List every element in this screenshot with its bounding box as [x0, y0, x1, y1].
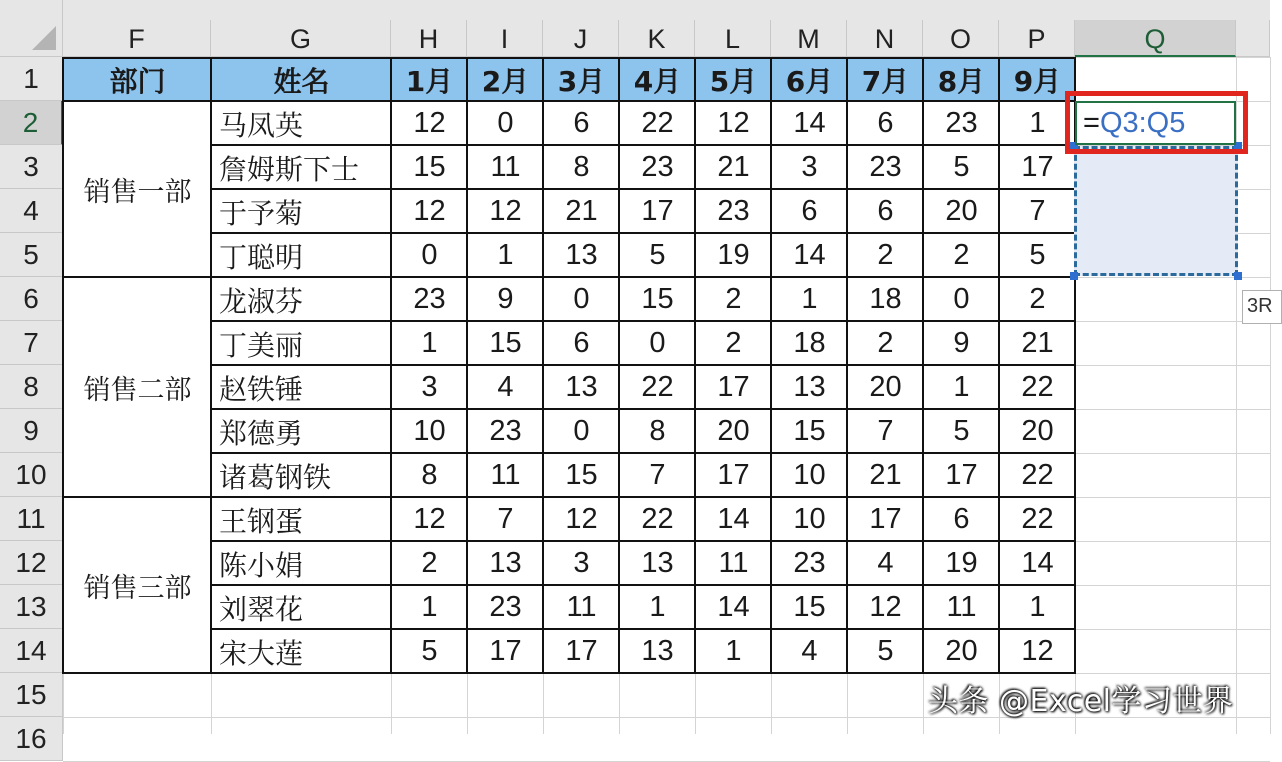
table-header-cell[interactable]: 8月 [924, 58, 999, 101]
value-cell[interactable]: 4 [877, 547, 894, 579]
value-cell[interactable]: 15 [413, 151, 446, 183]
value-cell[interactable]: 8 [421, 459, 438, 491]
employee-name-cell[interactable]: 陈小娟 [219, 548, 304, 582]
value-cell[interactable]: 20 [945, 195, 978, 227]
value-cell[interactable]: 14 [1021, 547, 1054, 579]
value-cell[interactable]: 22 [641, 107, 674, 139]
department-cell[interactable]: 销售一部 [64, 102, 211, 277]
value-cell[interactable]: 8 [649, 415, 666, 447]
value-cell[interactable]: 22 [1021, 503, 1054, 535]
value-cell[interactable]: 5 [1029, 239, 1046, 271]
value-cell[interactable]: 9 [953, 327, 970, 359]
value-cell[interactable]: 23 [489, 591, 522, 623]
value-cell[interactable]: 4 [801, 635, 818, 667]
value-cell[interactable]: 12 [489, 195, 522, 227]
value-cell[interactable]: 11 [490, 151, 521, 183]
value-cell[interactable]: 1 [725, 635, 742, 667]
row-header-12[interactable]: 12 [0, 541, 63, 585]
value-cell[interactable]: 14 [793, 107, 826, 139]
table-border-horizontal [63, 276, 1076, 278]
value-cell[interactable]: 14 [717, 503, 750, 535]
value-cell[interactable]: 12 [413, 107, 446, 139]
value-cell[interactable]: 2 [877, 327, 894, 359]
value-cell[interactable]: 5 [421, 635, 438, 667]
value-cell[interactable]: 17 [641, 195, 674, 227]
column-header-o[interactable]: O [923, 20, 999, 57]
value-cell[interactable]: 23 [869, 151, 902, 183]
value-cell[interactable]: 22 [641, 503, 674, 535]
column-header-j[interactable]: J [543, 20, 619, 57]
employee-name-cell[interactable]: 于予菊 [219, 196, 304, 230]
value-cell[interactable]: 21 [717, 151, 750, 183]
value-cell[interactable]: 21 [565, 195, 598, 227]
table-header-cell[interactable]: 5月 [696, 58, 771, 101]
value-cell[interactable]: 13 [641, 547, 674, 579]
column-header-i[interactable]: I [467, 20, 543, 57]
value-cell[interactable]: 20 [1021, 415, 1054, 447]
table-border-horizontal [211, 408, 1076, 410]
column-header-f[interactable]: F [63, 20, 211, 57]
value-cell[interactable]: 15 [793, 415, 826, 447]
table-border-horizontal [63, 672, 1076, 674]
watermark: 头条 @Excel学习世界 [928, 684, 1234, 719]
value-cell[interactable]: 0 [649, 327, 666, 359]
value-cell[interactable]: 17 [717, 459, 750, 491]
table-header-cell[interactable]: 6月 [772, 58, 847, 101]
value-cell[interactable]: 11 [946, 591, 977, 623]
table-border-horizontal [211, 540, 1076, 542]
table-border-horizontal [63, 57, 1076, 59]
value-cell[interactable]: 15 [489, 327, 522, 359]
column-header-l[interactable]: L [695, 20, 771, 57]
value-cell[interactable]: 13 [565, 371, 598, 403]
value-cell[interactable]: 1 [801, 283, 818, 315]
column-header-n[interactable]: N [847, 20, 923, 57]
row-header-4[interactable]: 4 [0, 189, 63, 233]
table-header-cell[interactable]: 4月 [620, 58, 695, 101]
value-cell[interactable]: 20 [717, 415, 750, 447]
table-border-horizontal [211, 364, 1076, 366]
formula-reference: Q3:Q5 [1099, 106, 1186, 139]
value-cell[interactable]: 13 [793, 371, 826, 403]
value-cell[interactable]: 21 [1021, 327, 1054, 359]
value-cell[interactable]: 17 [717, 371, 750, 403]
value-cell[interactable]: 15 [565, 459, 598, 491]
value-cell[interactable]: 10 [793, 503, 826, 535]
column-header-strip [63, 0, 1270, 20]
row-header-11[interactable]: 11 [0, 497, 63, 541]
value-cell[interactable]: 17 [945, 459, 978, 491]
referenced-range-q3-q5 [1074, 146, 1238, 276]
table-header-cell[interactable]: 7月 [848, 58, 923, 101]
employee-name-cell[interactable]: 诸葛钢铁 [219, 460, 332, 494]
select-all-corner[interactable] [0, 0, 63, 57]
value-cell[interactable]: 9 [497, 283, 514, 315]
value-cell[interactable]: 12 [869, 591, 902, 623]
select-all-triangle-icon [32, 26, 56, 50]
size-tooltip: 3R [1242, 290, 1282, 324]
column-header-g[interactable]: G [211, 20, 391, 57]
value-cell[interactable]: 0 [497, 107, 514, 139]
employee-name-cell[interactable]: 詹姆斯下士 [219, 152, 360, 186]
employee-name-cell[interactable]: 赵铁锤 [219, 372, 304, 406]
department-cell[interactable]: 销售三部 [64, 498, 211, 673]
value-cell[interactable]: 13 [489, 547, 522, 579]
value-cell[interactable]: 23 [641, 151, 674, 183]
value-cell[interactable]: 6 [877, 107, 894, 139]
table-border-horizontal [63, 100, 1076, 102]
value-cell[interactable]: 17 [1021, 151, 1054, 183]
table-header-cell[interactable]: 2月 [468, 58, 543, 101]
value-cell[interactable]: 1 [1029, 591, 1046, 623]
row-header-14[interactable]: 14 [0, 629, 63, 673]
table-header-cell[interactable]: 1月 [392, 58, 467, 101]
table-border-horizontal [211, 144, 1076, 146]
value-cell[interactable]: 23 [793, 547, 826, 579]
value-cell[interactable]: 13 [641, 635, 674, 667]
row-header-15[interactable]: 15 [0, 673, 63, 717]
value-cell[interactable]: 12 [565, 503, 598, 535]
value-cell[interactable]: 2 [421, 547, 438, 579]
row-header-10[interactable]: 10 [0, 453, 63, 497]
column-header-k[interactable]: K [619, 20, 695, 57]
value-cell[interactable]: 12 [413, 503, 446, 535]
value-cell[interactable]: 20 [945, 635, 978, 667]
value-cell[interactable]: 2 [725, 327, 742, 359]
value-cell[interactable]: 6 [801, 195, 818, 227]
value-cell[interactable]: 4 [497, 371, 514, 403]
value-cell[interactable]: 0 [573, 415, 590, 447]
table-header-cell[interactable]: 部门 [64, 58, 211, 101]
value-cell[interactable]: 5 [649, 239, 666, 271]
value-cell[interactable]: 17 [565, 635, 598, 667]
employee-name-cell[interactable]: 龙淑芬 [219, 284, 304, 318]
value-cell[interactable]: 3 [421, 371, 438, 403]
value-cell[interactable]: 5 [877, 635, 894, 667]
value-cell[interactable]: 19 [717, 239, 750, 271]
gridline-vertical [1270, 57, 1271, 734]
value-cell[interactable]: 1 [421, 591, 438, 623]
table-border-horizontal [211, 232, 1076, 234]
value-cell[interactable]: 10 [793, 459, 826, 491]
employee-name-cell[interactable]: 王钢蛋 [219, 504, 304, 538]
employee-name-cell[interactable]: 郑德勇 [219, 416, 304, 450]
table-border-horizontal [211, 584, 1076, 586]
formula-prefix: = [1083, 106, 1100, 139]
value-cell[interactable]: 12 [413, 195, 446, 227]
value-cell[interactable]: 13 [565, 239, 598, 271]
row-header-8[interactable]: 8 [0, 365, 63, 409]
value-cell[interactable]: 1 [1029, 107, 1046, 139]
value-cell[interactable]: 11 [490, 459, 521, 491]
row-header-13[interactable]: 13 [0, 585, 63, 629]
row-header-1[interactable]: 1 [0, 57, 63, 101]
employee-name-cell[interactable]: 马凤英 [219, 108, 304, 142]
row-header-7[interactable]: 7 [0, 321, 63, 365]
value-cell[interactable]: 3 [573, 547, 590, 579]
column-header-blank [1236, 20, 1270, 57]
value-cell[interactable]: 8 [573, 151, 590, 183]
row-header-3[interactable]: 3 [0, 145, 63, 189]
employee-name-cell[interactable]: 丁美丽 [219, 328, 304, 362]
value-cell[interactable]: 17 [869, 503, 902, 535]
value-cell[interactable]: 21 [869, 459, 902, 491]
value-cell[interactable]: 1 [953, 371, 970, 403]
value-cell[interactable]: 22 [1021, 459, 1054, 491]
value-cell[interactable]: 15 [641, 283, 674, 315]
value-cell[interactable]: 2 [1029, 283, 1046, 315]
value-cell[interactable]: 17 [489, 635, 522, 667]
value-cell[interactable]: 1 [421, 327, 438, 359]
value-cell[interactable]: 6 [877, 195, 894, 227]
table-border-horizontal [211, 452, 1076, 454]
table-border-vertical [62, 57, 64, 674]
value-cell[interactable]: 12 [717, 107, 750, 139]
value-cell[interactable]: 11 [566, 591, 597, 623]
value-cell[interactable]: 2 [877, 239, 894, 271]
value-cell[interactable]: 18 [793, 327, 826, 359]
value-cell[interactable]: 5 [953, 415, 970, 447]
row-header-5[interactable]: 5 [0, 233, 63, 277]
employee-name-cell[interactable]: 丁聪明 [219, 240, 304, 274]
department-cell[interactable]: 销售二部 [64, 278, 211, 497]
table-header-cell[interactable]: 3月 [544, 58, 619, 101]
value-cell[interactable]: 12 [1021, 635, 1054, 667]
value-cell[interactable]: 7 [649, 459, 666, 491]
value-cell[interactable]: 3 [801, 151, 818, 183]
value-cell[interactable]: 2 [725, 283, 742, 315]
table-border-horizontal [211, 320, 1076, 322]
row-header-2[interactable]: 2 [0, 101, 63, 145]
employee-name-cell[interactable]: 宋大莲 [219, 636, 304, 670]
value-cell[interactable]: 7 [877, 415, 894, 447]
value-cell[interactable]: 10 [413, 415, 446, 447]
value-cell[interactable]: 11 [718, 547, 749, 579]
value-cell[interactable]: 23 [717, 195, 750, 227]
column-header-p[interactable]: P [999, 20, 1075, 57]
column-header-q[interactable]: Q [1075, 20, 1236, 57]
employee-name-cell[interactable]: 刘翠花 [219, 592, 304, 626]
value-cell[interactable]: 19 [945, 547, 978, 579]
column-header-h[interactable]: H [391, 20, 467, 57]
row-header-16[interactable]: 16 [0, 717, 63, 761]
value-cell[interactable]: 6 [573, 327, 590, 359]
value-cell[interactable]: 7 [497, 503, 514, 535]
value-cell[interactable]: 15 [793, 591, 826, 623]
value-cell[interactable]: 1 [649, 591, 666, 623]
table-border-horizontal [211, 188, 1076, 190]
table-border-horizontal [63, 496, 1076, 498]
value-cell[interactable]: 18 [869, 283, 902, 315]
value-cell[interactable]: 22 [1021, 371, 1054, 403]
value-cell[interactable]: 20 [869, 371, 902, 403]
value-cell[interactable]: 7 [1029, 195, 1046, 227]
table-header-cell[interactable]: 9月 [1000, 58, 1075, 101]
value-cell[interactable]: 23 [413, 283, 446, 315]
value-cell[interactable]: 0 [953, 283, 970, 315]
value-cell[interactable]: 22 [641, 371, 674, 403]
value-cell[interactable]: 14 [717, 591, 750, 623]
row-header-6[interactable]: 6 [0, 277, 63, 321]
row-header-9[interactable]: 9 [0, 409, 63, 453]
value-cell[interactable]: 0 [421, 239, 438, 271]
value-cell[interactable]: 2 [953, 239, 970, 271]
value-cell[interactable]: 23 [945, 107, 978, 139]
column-header-m[interactable]: M [771, 20, 847, 57]
table-header-cell[interactable]: 姓名 [212, 58, 391, 101]
value-cell[interactable]: 6 [953, 503, 970, 535]
value-cell[interactable]: 5 [953, 151, 970, 183]
range-handle-bottom-left[interactable] [1070, 272, 1078, 280]
table-border-horizontal [211, 628, 1076, 630]
range-handle-bottom-right[interactable] [1234, 272, 1242, 280]
value-cell[interactable]: 0 [573, 283, 590, 315]
value-cell[interactable]: 6 [573, 107, 590, 139]
highlight-box [1065, 91, 1248, 154]
value-cell[interactable]: 23 [489, 415, 522, 447]
value-cell[interactable]: 1 [497, 239, 514, 271]
value-cell[interactable]: 14 [793, 239, 826, 271]
